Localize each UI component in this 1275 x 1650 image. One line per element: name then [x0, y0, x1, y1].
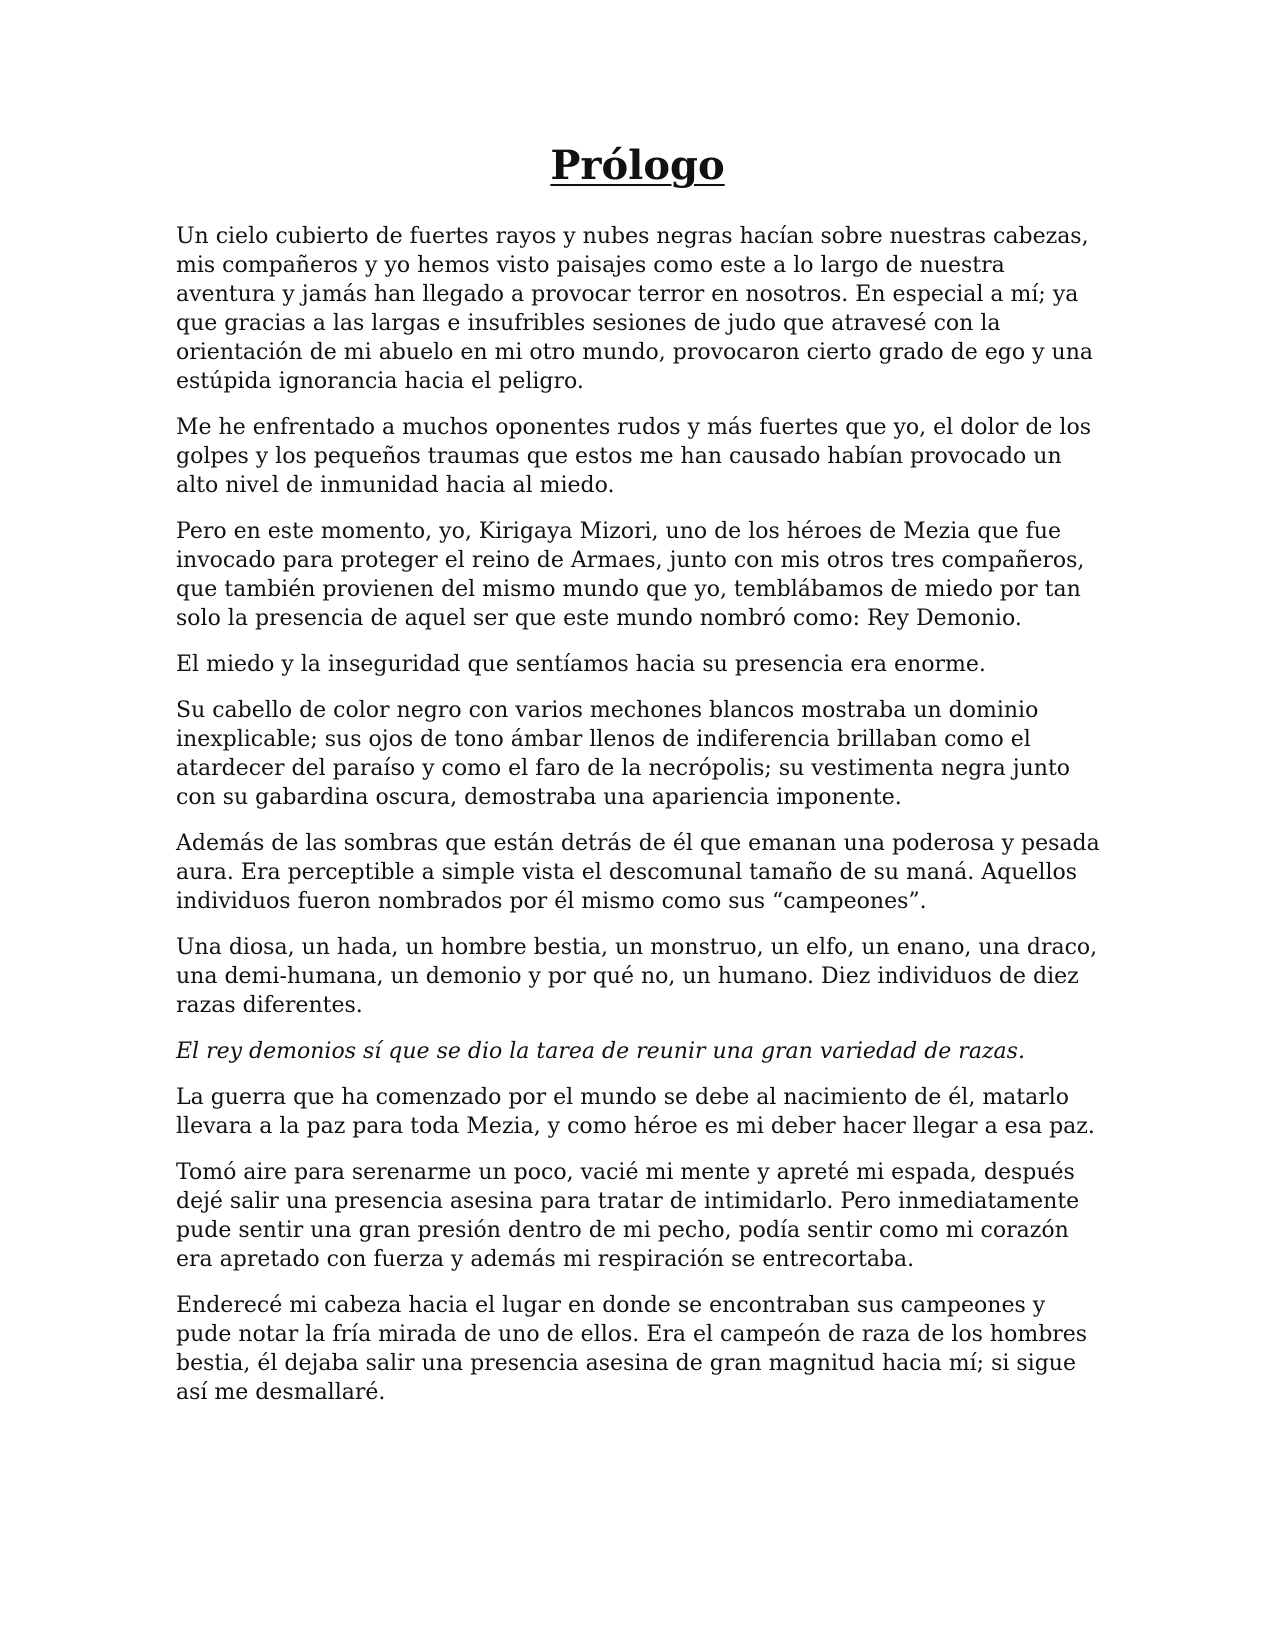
paragraph [176, 1083, 1106, 1141]
text-line: así me desmallaré. [176, 1380, 386, 1405]
text-line: pude sentir una gran presión dentro de mi pecho, podía sentir como mi corazón [176, 1218, 1069, 1243]
text-line: pude notar la fría mirada de uno de ellos. Era el campeón de raza de los hombres [176, 1322, 1088, 1347]
text-line: La guerra que ha comenzado por el mundo se debe al nacimiento de él, matarlo [176, 1085, 1070, 1110]
text-line: El rey demonios sí que se dio la tarea de reunir una gran variedad de razas. [176, 1039, 1025, 1064]
text-line: El miedo y la inseguridad que sentíamos hacia su presencia era enorme. [176, 652, 986, 677]
text-line: estúpida ignorancia hacia el peligro. [176, 369, 584, 394]
text-line: Además de las sombras que están detrás de él que emanan una poderosa y pesada [176, 831, 1100, 856]
text-line: aura. Era perceptible a simple vista el descomunal tamaño de su maná. Aquellos [176, 860, 1078, 885]
text-line: que gracias a las largas e insufribles sesiones de judo que atravesé con la [176, 311, 1001, 336]
text-line: llevara a la paz para toda Mezia, y como héroe es mi deber hacer llegar a esa paz. [176, 1114, 1095, 1139]
text-line: una demi-humana, un demonio y por qué no, un humano. Diez individuos de diez [176, 964, 1079, 989]
paragraph [176, 1291, 1106, 1407]
text-line: con su gabardina oscura, demostraba una apariencia imponente. [176, 785, 902, 810]
paragraph [176, 650, 1106, 679]
text-line: dejé salir una presencia asesina para tratar de intimidarlo. Pero inmediatamente [176, 1189, 1080, 1214]
paragraph [176, 933, 1106, 1020]
prologue-body [176, 222, 1106, 1424]
text-line: era apretado con fuerza y además mi respiración se entrecortaba. [176, 1247, 915, 1272]
text-line: mis compañeros y yo hemos visto paisajes como este a lo largo de nuestra [176, 253, 1005, 278]
text-line: bestia, él dejaba salir una presencia asesina de gran magnitud hacia mí; si sigue [176, 1351, 1076, 1376]
paragraph [176, 222, 1106, 396]
text-line: Pero en este momento, yo, Kirigaya Mizori, uno de los héroes de Mezia que fue [176, 519, 1061, 544]
paragraph [176, 829, 1106, 916]
text-line: invocado para proteger el reino de Armaes, junto con mis otros tres compañeros, [176, 548, 1085, 573]
paragraph [176, 696, 1106, 812]
text-line: atardecer del paraíso y como el faro de la necrópolis; su vestimenta negra junto [176, 756, 1071, 781]
text-line: alto nivel de inmunidad hacia al miedo. [176, 473, 615, 498]
text-line: golpes y los pequeños traumas que estos me han causado habían provocado un [176, 444, 1062, 469]
text-line: orientación de mi abuelo en mi otro mundo, provocaron cierto grado de ego y una [176, 340, 1093, 365]
text-line: Enderecé mi cabeza hacia el lugar en donde se encontraban sus campeones y [176, 1293, 1046, 1318]
text-line: individuos fueron nombrados por él mismo como sus “campeones”. [176, 889, 927, 914]
text-line: Un cielo cubierto de fuertes rayos y nubes negras hacían sobre nuestras cabezas, [176, 224, 1089, 249]
text-line: razas diferentes. [176, 993, 363, 1018]
text-line: Su cabello de color negro con varios mechones blancos mostraba un dominio [176, 698, 1039, 723]
paragraph [176, 1158, 1106, 1274]
text-line: inexplicable; sus ojos de tono ámbar llenos de indiferencia brillaban como el [176, 727, 1031, 752]
paragraph [176, 517, 1106, 633]
text-line: Una diosa, un hada, un hombre bestia, un monstruo, un elfo, un enano, una draco, [176, 935, 1098, 960]
text-line: aventura y jamás han llegado a provocar terror en nosotros. En especial a mí; ya [176, 282, 1079, 307]
text-line: que también provienen del mismo mundo que yo, temblábamos de miedo por tan [176, 577, 1081, 602]
text-line: Me he enfrentado a muchos oponentes rudos y más fuertes que yo, el dolor de los [176, 415, 1091, 440]
page-title: Prólogo [550, 142, 725, 189]
text-line: Tomó aire para serenarme un poco, vacié mi mente y apreté mi espada, después [176, 1160, 1075, 1185]
text-line: solo la presencia de aquel ser que este mundo nombró como: Rey Demonio. [176, 606, 1022, 631]
paragraph [176, 1037, 1106, 1066]
paragraph [176, 413, 1106, 500]
